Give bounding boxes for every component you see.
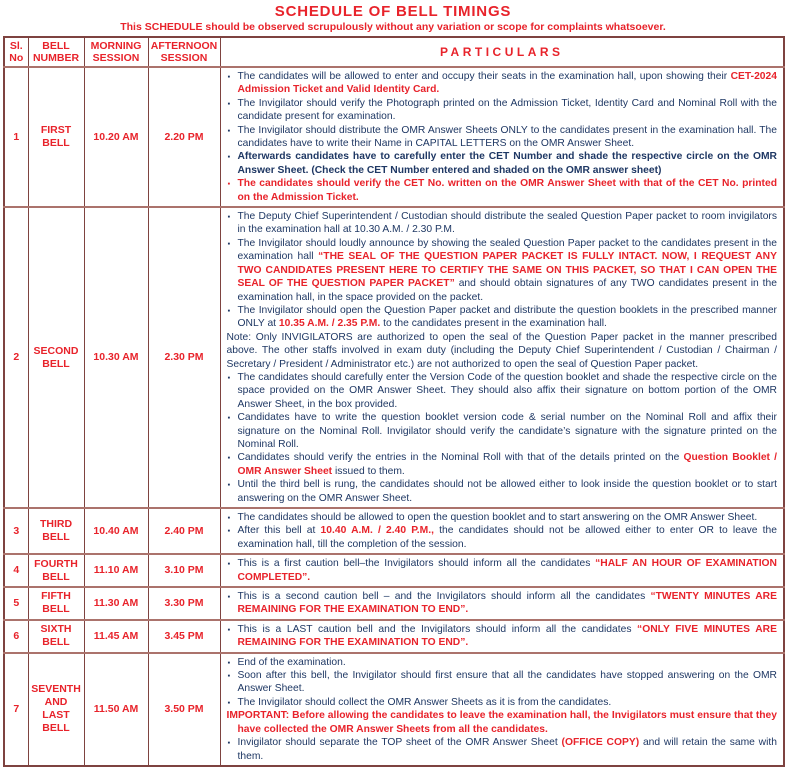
cell-bell-number: FIRST BELL	[28, 67, 84, 207]
particulars-paragraph	[227, 451, 778, 478]
table-header	[4, 37, 784, 67]
cell-particulars	[220, 587, 784, 620]
header-row	[4, 37, 784, 67]
text-segment: The candidates will be allowed to enter and occupy their seats in the examination hall, upon showing their	[237, 71, 731, 82]
bullet-icon: ▪	[227, 238, 231, 248]
text-segment: Question Booklet / OMR Answer Sheet	[237, 452, 777, 477]
header-particulars: PARTICULARS	[220, 37, 784, 67]
cell-afternoon-session: 3.10 PM	[148, 554, 220, 587]
cell-morning-session: 10.30 AM	[84, 207, 148, 508]
text-segment: “ONLY FIVE MINUTES ARE REMAINING FOR THE EXAMINATION TO END”.	[237, 623, 777, 649]
text-segment: “HALF AN HOUR OF EXAMINATION COMPLETED”.	[237, 558, 777, 583]
text-segment: Candidates have to write the question booklet version code & serial number on the Nominal Roll and affix their signature on the Nominal Roll. Invigilator should verify the candidate’s signature with the signature printed on the Nominal Roll.	[237, 412, 777, 450]
text-segment: Invigilator should separate the TOP sheet of the OMR Answer Sheet	[237, 737, 562, 749]
text-segment: Candidates should verify the entries in the Nominal Roll with that of the details printed on the	[237, 452, 684, 464]
text-segment: “TWENTY MINUTES ARE REMAINING FOR THE EXAMINATION TO END”.	[237, 591, 777, 616]
particulars-paragraph	[227, 511, 778, 524]
cell-sl-no: 6	[4, 620, 28, 653]
text-segment: The Invigilator should collect the OMR Answer Sheets as it is from the candidates.	[237, 696, 612, 708]
text-segment: This is a LAST caution bell and the Invigilators should inform all the candidates	[237, 623, 638, 635]
particulars-paragraph	[227, 696, 778, 709]
text-segment: 10.40 A.M. / 2.40 P.M.,	[320, 525, 434, 537]
header-sl-no: Sl. No	[4, 37, 28, 67]
bullet-icon: ▪	[227, 513, 231, 522]
cell-afternoon-session: 2.30 PM	[148, 207, 220, 508]
text-segment: After this bell at	[237, 525, 321, 537]
particulars-paragraph	[227, 656, 778, 669]
header-bell-number: BELL NUMBER	[28, 37, 84, 67]
cell-particulars	[220, 508, 784, 554]
particulars-paragraph	[227, 411, 778, 451]
table-row	[4, 67, 784, 207]
text-segment: The Invigilator should loudly announce by showing the sealed Question Paper packet to the candidates present in the examination hall	[237, 237, 777, 263]
bullet-icon: ▪	[227, 657, 231, 667]
text-segment: The candidates should carefully enter the Version Code of the question booklet and shade the respective circle on the space provided on the OMR Answer Sheet. They should also affix their signature on bottom portion of the OMR Answer Sheet, in the box provided.	[237, 371, 777, 410]
bullet-icon: ▪	[227, 526, 231, 536]
text-segment: and should obtain signatures of any TWO candidates present in the examination hall, in the space provided on the packet.	[237, 278, 777, 303]
table-row	[4, 554, 784, 587]
bullet-icon: ▪	[227, 738, 231, 748]
text-segment: The Invigilator should distribute the OMR Answer Sheets ONLY to the candidates present in the examination hall. The candidates have to write their Name in CAPITAL LETTERS on the OMR Answer Sheet.	[237, 124, 777, 150]
bullet-icon: ▪	[227, 671, 231, 681]
text-segment: “THE SEAL OF THE QUESTION PAPER PACKET IS FULLY INTACT. NOW, I REQUEST ANY TWO CANDIDATES PRESENT HERE TO CERTIFY THE SAME ON THIS PACKET, SO THAT I CAN OPEN THE SEAL OF THE QUESTION PAPER PACKET”	[237, 251, 777, 290]
bullet-icon: ▪	[227, 72, 231, 81]
bullet-icon: ▪	[227, 305, 231, 315]
particulars-paragraph	[227, 736, 778, 763]
text-segment: the candidates should not be allowed either to enter OR to leave the examination hall, till the completion of the session.	[237, 525, 777, 550]
bullet-icon: ▪	[227, 372, 231, 382]
text-segment: and will retain the same with them.	[237, 737, 777, 762]
table-row	[4, 207, 784, 508]
table-row	[4, 620, 784, 653]
bullet-icon: ▪	[227, 98, 231, 108]
text-segment: The Invigilator should verify the Photograph printed on the Admission Ticket, Identity Card and Nominal Roll with the candidate present for examination.	[237, 97, 777, 123]
cell-sl-no: 1	[4, 67, 28, 207]
cell-sl-no: 5	[4, 587, 28, 620]
particulars-paragraph	[227, 304, 778, 331]
cell-afternoon-session: 3.45 PM	[148, 620, 220, 653]
particulars-paragraph	[227, 124, 778, 151]
text-segment: Soon after this bell, the Invigilator should first ensure that all the candidates have stopped answering on the OMR Answer Sheet.	[237, 670, 777, 695]
bullet-icon: ▪	[227, 179, 231, 189]
text-segment: Afterwards candidates have to carefully enter the CET Number and shade the respective circle on the OMR Answer Sheet. (Check the CET Number entered and shaded on the OMR answer sheet)	[237, 151, 777, 176]
cell-afternoon-session: 2.40 PM	[148, 508, 220, 554]
particulars-paragraph	[227, 70, 778, 97]
text-segment: The Invigilator should open the Question Paper packet and distribute the question booklets in the prescribed manner ONLY at	[237, 304, 777, 330]
text-segment: This is a first caution bell–the Invigilators should inform all the candidates	[237, 558, 596, 570]
bullet-icon: ▪	[227, 697, 231, 707]
text-segment: The Deputy Chief Superintendent / Custodian should distribute the sealed Question Paper packet to room invigilators in the examination hall at 10.30 A.M. / 2.30 P.M.	[237, 211, 777, 236]
text-segment: The candidates should verify the CET No. written on the OMR Answer Sheet with that of the CET No. printed on the Admission Ticket.	[237, 178, 777, 203]
text-segment: This is a second caution bell – and the Invigilators should inform all the candidates	[237, 591, 651, 603]
cell-morning-session: 11.45 AM	[84, 620, 148, 653]
schedule-table-body	[4, 67, 784, 766]
cell-bell-number: SIXTH BELL	[28, 620, 84, 653]
cell-particulars	[220, 554, 784, 587]
text-segment: End of the examination.	[237, 656, 346, 668]
table-row	[4, 587, 784, 620]
cell-sl-no: 4	[4, 554, 28, 587]
table-row	[4, 508, 784, 554]
particulars-paragraph	[227, 557, 778, 584]
bullet-icon: ▪	[227, 559, 231, 569]
cell-morning-session: 11.10 AM	[84, 554, 148, 587]
text-segment: Note: Only INVIGILATORS are authorized to open the seal of the Question Paper packet in the manner prescribed above. The other staffs involved in exam duty (including the Deputy Chief Superintendent / Custodian / Chairman / Secretary / President / Administrator etc.) are not authorized to open the seal of Question Paper packet.	[226, 331, 777, 370]
text-segment: The candidates should be allowed to open the question booklet and to start answering on the OMR Answer Sheet.	[237, 512, 758, 523]
page-title: SCHEDULE OF BELL TIMINGS	[274, 3, 512, 20]
cell-afternoon-session: 3.50 PM	[148, 653, 220, 766]
cell-afternoon-session: 3.30 PM	[148, 587, 220, 620]
table-row	[4, 653, 784, 766]
bullet-icon: ▪	[227, 125, 231, 135]
particulars-paragraph	[227, 709, 778, 736]
cell-bell-number: FIFTH BELL	[28, 587, 84, 620]
cell-morning-session: 10.40 AM	[84, 508, 148, 554]
cell-particulars	[220, 620, 784, 653]
particulars-paragraph	[227, 371, 778, 411]
cell-particulars	[220, 207, 784, 508]
text-segment: CET-2024 Admission Ticket and Valid Identity Card.	[237, 71, 777, 96]
particulars-paragraph	[227, 623, 778, 650]
cell-bell-number: FOURTH BELL	[28, 554, 84, 587]
particulars-paragraph	[227, 478, 778, 505]
page-subtitle: This SCHEDULE should be observed scrupulously without any variation or scope for complaints whatsoever.	[120, 21, 666, 33]
bullet-icon: ▪	[227, 592, 231, 602]
cell-afternoon-session: 2.20 PM	[148, 67, 220, 207]
cell-sl-no: 3	[4, 508, 28, 554]
text-segment: issued to them.	[332, 465, 405, 477]
bullet-icon: ▪	[227, 413, 231, 423]
bullet-icon: ▪	[227, 453, 231, 463]
cell-particulars	[220, 67, 784, 207]
cell-bell-number: SECOND BELL	[28, 207, 84, 508]
header-afternoon-session: AFTERNOON SESSION	[148, 37, 220, 67]
cell-particulars	[220, 653, 784, 766]
header-morning-session: MORNING SESSION	[84, 37, 148, 67]
particulars-paragraph	[227, 210, 778, 237]
cell-morning-session: 10.20 AM	[84, 67, 148, 207]
particulars-paragraph	[227, 669, 778, 696]
particulars-paragraph	[227, 331, 778, 371]
cell-bell-number: THIRD BELL	[28, 508, 84, 554]
bullet-icon: ▪	[227, 212, 231, 222]
bell-timings-table	[3, 36, 785, 767]
bullet-icon: ▪	[227, 480, 231, 490]
particulars-paragraph	[227, 237, 778, 304]
cell-bell-number: SEVENTH AND LAST BELL	[28, 653, 84, 766]
bullet-icon: ▪	[227, 624, 231, 634]
text-segment: to the candidates present in the examination hall.	[380, 318, 607, 330]
cell-sl-no: 2	[4, 207, 28, 508]
particulars-paragraph	[227, 97, 778, 124]
particulars-paragraph	[227, 524, 778, 551]
particulars-paragraph	[227, 177, 778, 204]
text-segment: (OFFICE COPY)	[561, 737, 640, 749]
bullet-icon: ▪	[227, 152, 231, 162]
text-segment: Until the third bell is rung, the candidates should not be allowed either to look inside the question booklet or to start answering on the OMR Answer Sheet.	[237, 479, 777, 504]
cell-morning-session: 11.50 AM	[84, 653, 148, 766]
cell-sl-no: 7	[4, 653, 28, 766]
particulars-paragraph	[227, 150, 778, 177]
text-segment: IMPORTANT: Before allowing the candidates to leave the examination hall, the Invigilators must ensure that they have collected the OMR Answer Sheets from all the candidates.	[226, 710, 777, 735]
particulars-paragraph	[227, 590, 778, 617]
text-segment: 10.35 A.M. / 2.35 P.M.	[278, 318, 381, 330]
cell-morning-session: 11.30 AM	[84, 587, 148, 620]
